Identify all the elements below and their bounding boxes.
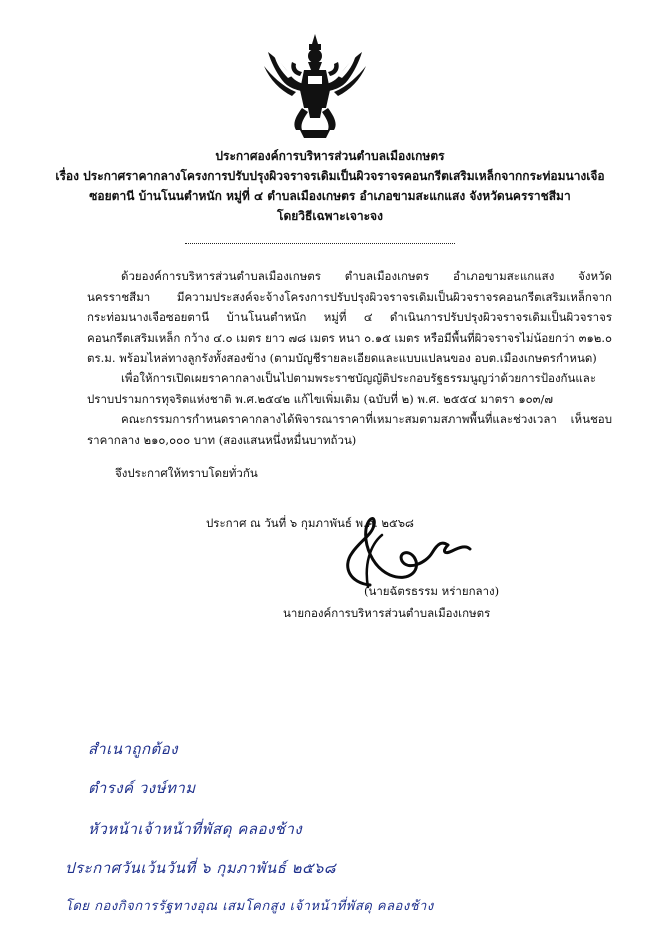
body-paragraph-3: คณะกรรมการกำหนดราคากลางได้พิจารณาราคาที่เหมาะสมตามสภาพพื้นที่และช่วงเวลา เห็นชอบราคากลาง ๒๑๐,๐๐๐ บาท (สองแสนหนึ่งหมื่นบาทถ้วน) [87,412,612,447]
handwritten-posting-date: ประกาศวันเว้นวันที่ ๖ กุมภาพันธ์ ๒๕๖๘ [65,859,336,877]
signature-icon [330,505,480,595]
signer-name: (นายฉัตรธรรม หร่ายกลาง) [364,584,500,598]
subject-line-3: โดยวิธีเฉพาะเจาะจง [277,209,383,223]
body-paragraph-2: เพื่อให้การเปิดเผยราคากลางเป็นไปตามพระราชบัญญัติประกอบรัฐธรรมนูญว่าด้วยการป้องกันและปราบปรามการทุจริตแห่งชาติ พ.ศ.๒๕๔๒ แก้ไขเพิ่มเติม (ฉบับที่ ๒) พ.ศ. ๒๕๕๔ มาตรา ๑๐๓/๗ [87,371,597,406]
body-paragraph-1: ด้วยองค์การบริหารส่วนตำบลเมืองเกษตร ตำบลเมืองเกษตร อำเภอขามสะแกแสง จังหวัดนครราชสีมา มีความประสงค์จะจ้างโครงการปรับปรุงผิวจราจรเดิมเป็นผิวจราจรคอนกรีตเสริมเหล็กจากกระท่อมนางเจือซอยตานี บ้านโนนตำหนัก หมู่ที่ ๔ ดำเนินการปรับปรุงผิวจราจรเดิมเป็นผิวจราจรคอนกรีตเสริมเหล็ก กว้าง ๔.๐ เมตร ยาว ๗๘ เมตร หนา ๐.๑๕ เมตร หรือมีพื้นที่ผิวจราจรไม่น้อยกว่า ๓๑๒.๐ ตร.ม. พร้อมไหล่ทางลูกรังทั้งสองข้าง (ตามบัญชีรายละเอียดและแบบแปลนของ อบต.เมืองเกษตรกำหนด) [87,269,612,365]
garuda-emblem-icon [262,32,368,142]
handwritten-officer-name: ตำรงค์ วงษ์ทาม [88,779,196,797]
handwritten-certified-copy: สำเนาถูกต้อง [88,740,179,758]
org-title: ประกาศองค์การบริหารส่วนตำบลเมืองเกษตร [215,149,445,163]
subject-line-2: ซอยตานี บ้านโนนตำหนัก หมู่ที่ ๔ ตำบลเมืองเกษตร อำเภอขามสะแกแสง จังหวัดนครราชสีมา [89,189,571,203]
handwritten-posted-by: โดย กองกิจการรัฐทางอุณ เสมโคกสูง เจ้าหน้าที่พัสดุ คลองช้าง [65,899,434,914]
dotted-divider [185,243,455,244]
signer-position: นายกองค์การบริหารส่วนตำบลเมืองเกษตร [283,606,491,620]
subject-line-1: เรื่อง ประกาศราคากลางโครงการปรับปรุงผิวจราจรเดิมเป็นผิวจราจรคอนกรีตเสริมเหล็กจากกระท่อมนางเจือ [55,169,605,183]
closing-text: จึงประกาศให้ทราบโดยทั่วกัน [115,466,258,480]
announcement-date: ประกาศ ณ วันที่ ๖ กุมภาพันธ์ พ.ศ. ๒๕๖๘ [206,516,414,530]
handwritten-officer-title: หัวหน้าเจ้าหน้าที่พัสดุ คลองช้าง [88,820,303,838]
